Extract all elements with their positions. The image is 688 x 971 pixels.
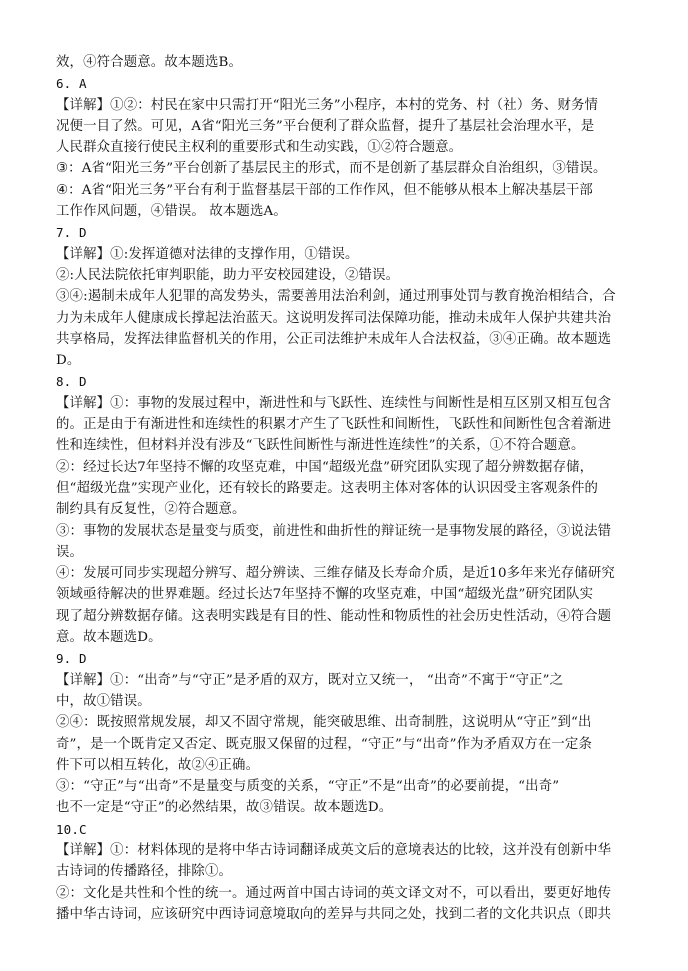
text-line: ④：发展可同步实现超分辨写、超分辨读、三维存储及长寿命介质，是近10多年来光存储研究: [56, 566, 615, 582]
text-line: ③：“守正”与“出奇”不是量变与质变的关系，“守正”不是“出奇”的必要前提，“出奇”: [56, 779, 560, 795]
question-number: 6. A: [56, 76, 87, 92]
text-line: 【详解】①②：村民在家中只需打开“阳光三务”小程序，本村的党务、村（社）务、财务情: [56, 97, 599, 113]
text-line: 力为未成年人健康成长撑起法治蓝天。这说明发挥司法保障功能，推动未成年人保护共建共治: [56, 310, 612, 326]
text-line: ③④:遏制未成年人犯罪的高发势头，需要善用法治利剑，通过刑事处罚与教育挽治相结合，合: [56, 289, 616, 305]
text-line: ③：事物的发展状态是量变与质变，前进性和曲折性的辩证统一是事物发展的路径，③说法错: [56, 523, 612, 539]
text-line: 性和连续性，但材料并没有涉及“飞跃性间断性与渐进性连续性”的关系，①不符合题意。: [56, 438, 585, 454]
text-line: 效，④符合题意。故本题选B。: [56, 55, 243, 70]
text-line: ②：经过长达7年坚持不懈的攻坚克难，中国“超级光盘”研究团队实现了超分辨数据存储，: [56, 459, 594, 475]
document-body: [56, 52, 634, 925]
text-line: 意。故本题选D。: [56, 630, 162, 646]
text-line: D。: [56, 353, 81, 369]
text-line: 但“超级光盘”实现产业化，还有较长的路要走。这表明主体对客体的认识因受主客观条件的: [56, 480, 599, 496]
text-line: 奇”，是一个既肯定又否定、既克服又保留的过程，“守正”与“出奇”作为矛盾双方在一定条: [56, 736, 592, 752]
text-line: 中，故①错误。: [56, 693, 151, 709]
text-line: 播中华古诗词，应该研究中西诗词意境取向的差异与共同之处，找到二者的文化共识点（即共: [56, 906, 612, 922]
text-line: ②④：既按照常规发展，却又不固守常规，能突破思维、出奇制胜，这说明从“守正”到“出: [56, 715, 592, 731]
text-line: 的。正是由于有渐进性和连续性的积累才产生了飞跃性和间断性，飞跃性和间断性包含着渐进: [56, 417, 612, 433]
text-line: ③：A省“阳光三务”平台创新了基层民主的形式，而不是创新了基层群众自治组织，③错误。: [56, 161, 607, 177]
text-line: ②：文化是共性和个性的统一。通过两首中国古诗词的英文译文对不，可以看出，要更好地传: [56, 885, 612, 901]
text-line: 【详解】①：材料体现的是将中华古诗词翻译成英文后的意境表达的比较，这并没有创新中华: [56, 842, 612, 858]
text-line: 人民群众直接行使民主权利的重要形式和生动实践，①②符合题意。: [56, 140, 463, 156]
question-number: 9. D: [56, 651, 87, 667]
text-line: 【详解】①：事物的发展过程中，渐进性和与飞跃性、连续性与间断性是相互区别又相互包含: [56, 395, 612, 411]
text-line: 【详解】①:发挥道德对法律的支撑作用，①错误。: [56, 246, 359, 262]
question-number: 10.C: [56, 821, 87, 837]
question-number: 8. D: [56, 374, 87, 390]
text-line: 现了超分辨数据存储。这表明实践是有目的性、能动性和物质性的社会历史性活动，④符合题: [56, 608, 612, 624]
text-line: 工作作风问题，④错误。 故本题选A。: [56, 204, 287, 220]
text-line: 领域亟待解决的世界难题。经过长达7年坚持不懈的攻坚克难，中国“超级光盘”研究团队实: [56, 587, 594, 603]
text-line: 制约具有反复性，②符合题意。: [56, 502, 246, 518]
text-line: 况便一目了然。可见，A省“阳光三务”平台便利了群众监督，提升了基层社会治理水平，是: [56, 118, 595, 134]
text-line: 也不一定是“守正”的必然结果，故③错误。故本题选D。: [56, 800, 393, 816]
text-line: 古诗词的传播路径，排除①。: [56, 864, 233, 880]
question-number: 7. D: [56, 225, 87, 241]
text-line: 件下可以相互转化，故②④正确。: [56, 757, 260, 773]
text-line: ②:人民法院依托审判职能，助力平安校园建设，②错误。: [56, 267, 400, 283]
text-line: ④：A省“阳光三务”平台有利于监督基层干部的工作作风，但不能够从根本上解决基层干部: [56, 182, 593, 198]
text-line: 共享格局，发挥法律监督机关的作用，公正司法维护未成年人合法权益，③④正确。故本题选: [56, 331, 612, 347]
text-line: 【详解】①：“出奇”与“守正”是矛盾的双方，既对立又统一， “出奇”不寓于“守正”之: [56, 672, 564, 688]
text-line: 误。: [56, 544, 84, 560]
